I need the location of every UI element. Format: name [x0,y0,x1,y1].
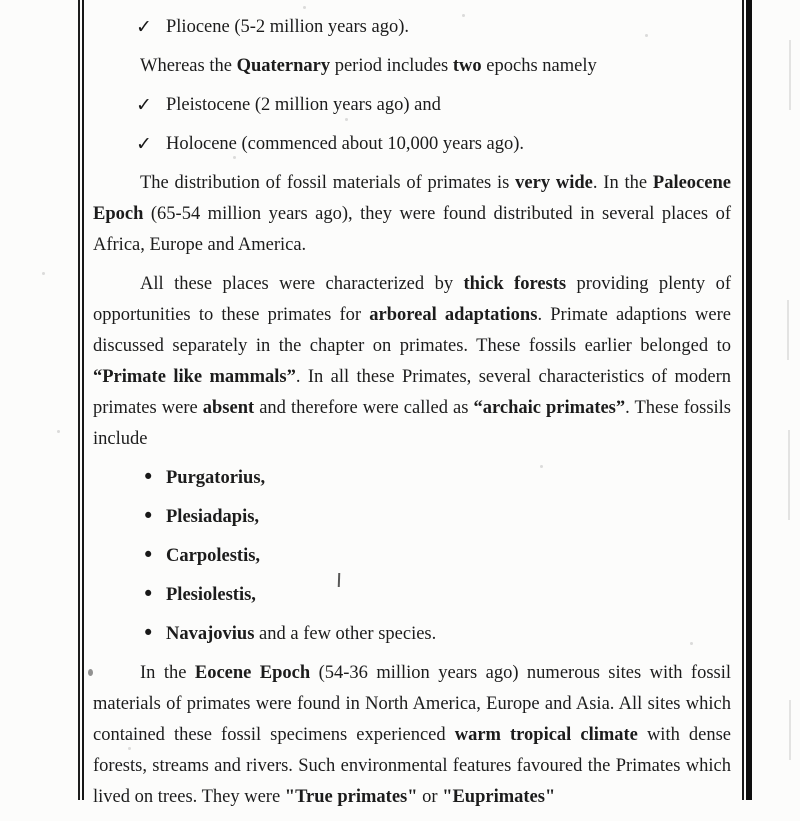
paragraph [93,168,731,261]
left-border-outer-rule [78,0,80,800]
paragraph [93,51,731,82]
text-run: thick forests [463,274,567,294]
text-run: Holocene (commenced about 10,000 years ago). [166,134,525,154]
text-run: Navajovius [166,624,255,644]
bullet-icon: • [142,582,155,606]
bullet-icon: • [142,465,155,489]
text-run: The distribution of fossil materials of primates is [140,173,516,193]
text-run: with dense forests, streams and rivers. Such environmental features favoured the Primates which lived on trees. They were [93,725,732,807]
text-run: “Primate like mammals” [93,367,296,387]
text-run: “archaic primates” [473,398,626,418]
text-run: absent [202,398,255,418]
text-run: Purgatorius, [166,468,266,488]
text-run: (65-54 million years ago), they were found distributed in several places of Africa, Europe and America. [93,204,731,255]
text-run: All these places were characterized by [140,274,464,294]
text-run: (54-36 million years ago) numerous sites with fossil materials of primates were found in North America, Europe and Asia. All sites which contained these fossil specimens experienced [93,663,732,745]
scan-edge-streak [789,40,791,110]
text-run: . Primate adaptions were discussed separately in the chapter on primates. These fossils earlier belonged to [93,305,732,356]
text-run: Pliocene (5-2 million years ago). [166,17,410,37]
bullet-icon: • [142,504,155,528]
text-run: Paleocene Epoch [93,173,731,224]
checkmark-icon: ✓ [136,94,152,116]
text-run: Pleistocene (2 million years ago) and [166,95,441,115]
text-run: "Euprimates" [442,787,556,807]
paragraph [93,269,731,455]
left-border-inner-rule [82,0,84,800]
checkmark-icon: ✓ [136,16,152,38]
text-run: Eocene Epoch [194,663,311,683]
right-border-inner-rule [742,0,744,800]
text-run: providing plenty of opportunities to these primates for [93,274,732,325]
scan-edge-streak [789,700,791,760]
scan-speck [42,272,45,275]
text-run: or [417,787,443,807]
text-run: Plesiadapis, [166,507,260,527]
text-run: . In the [592,173,653,193]
document-text-column [93,0,731,821]
text-run: . In all these Primates, several characteristics of modern primates were [93,367,731,418]
text-run: epochs namely [481,56,597,76]
text-run: Quaternary [236,56,331,76]
text-run: "True primates" [284,787,418,807]
paragraph [93,658,731,813]
text-run: and a few other species. [254,624,437,644]
bullet-list-item [93,463,731,494]
bullet-list-item [93,502,731,533]
right-border-outer-rule [746,0,752,800]
text-run: and therefore were called as [254,398,474,418]
bullet-icon: • [142,621,155,645]
check-list-item [93,12,731,43]
bullet-icon: • [142,543,155,567]
check-list-item [93,90,731,121]
text-run: In the [140,663,195,683]
text-run: Carpolestis, [166,546,261,566]
text-run: very wide [515,173,593,193]
text-run: Plesiolestis, [166,585,256,605]
bullet-list-item [93,541,731,572]
scan-speck [57,430,60,433]
scan-edge-streak [788,430,790,520]
bullet-list-item [93,619,731,650]
text-run: arboreal adaptations [369,305,538,325]
text-run: warm tropical climate [454,725,638,745]
text-run: two [452,56,482,76]
check-list-item [93,129,731,160]
text-run: period includes [330,56,453,76]
text-run: Whereas the [140,56,237,76]
scan-edge-streak [787,300,789,360]
bullet-list-item [93,580,731,611]
text-run: . These fossils include [93,398,731,449]
checkmark-icon: ✓ [136,133,152,155]
